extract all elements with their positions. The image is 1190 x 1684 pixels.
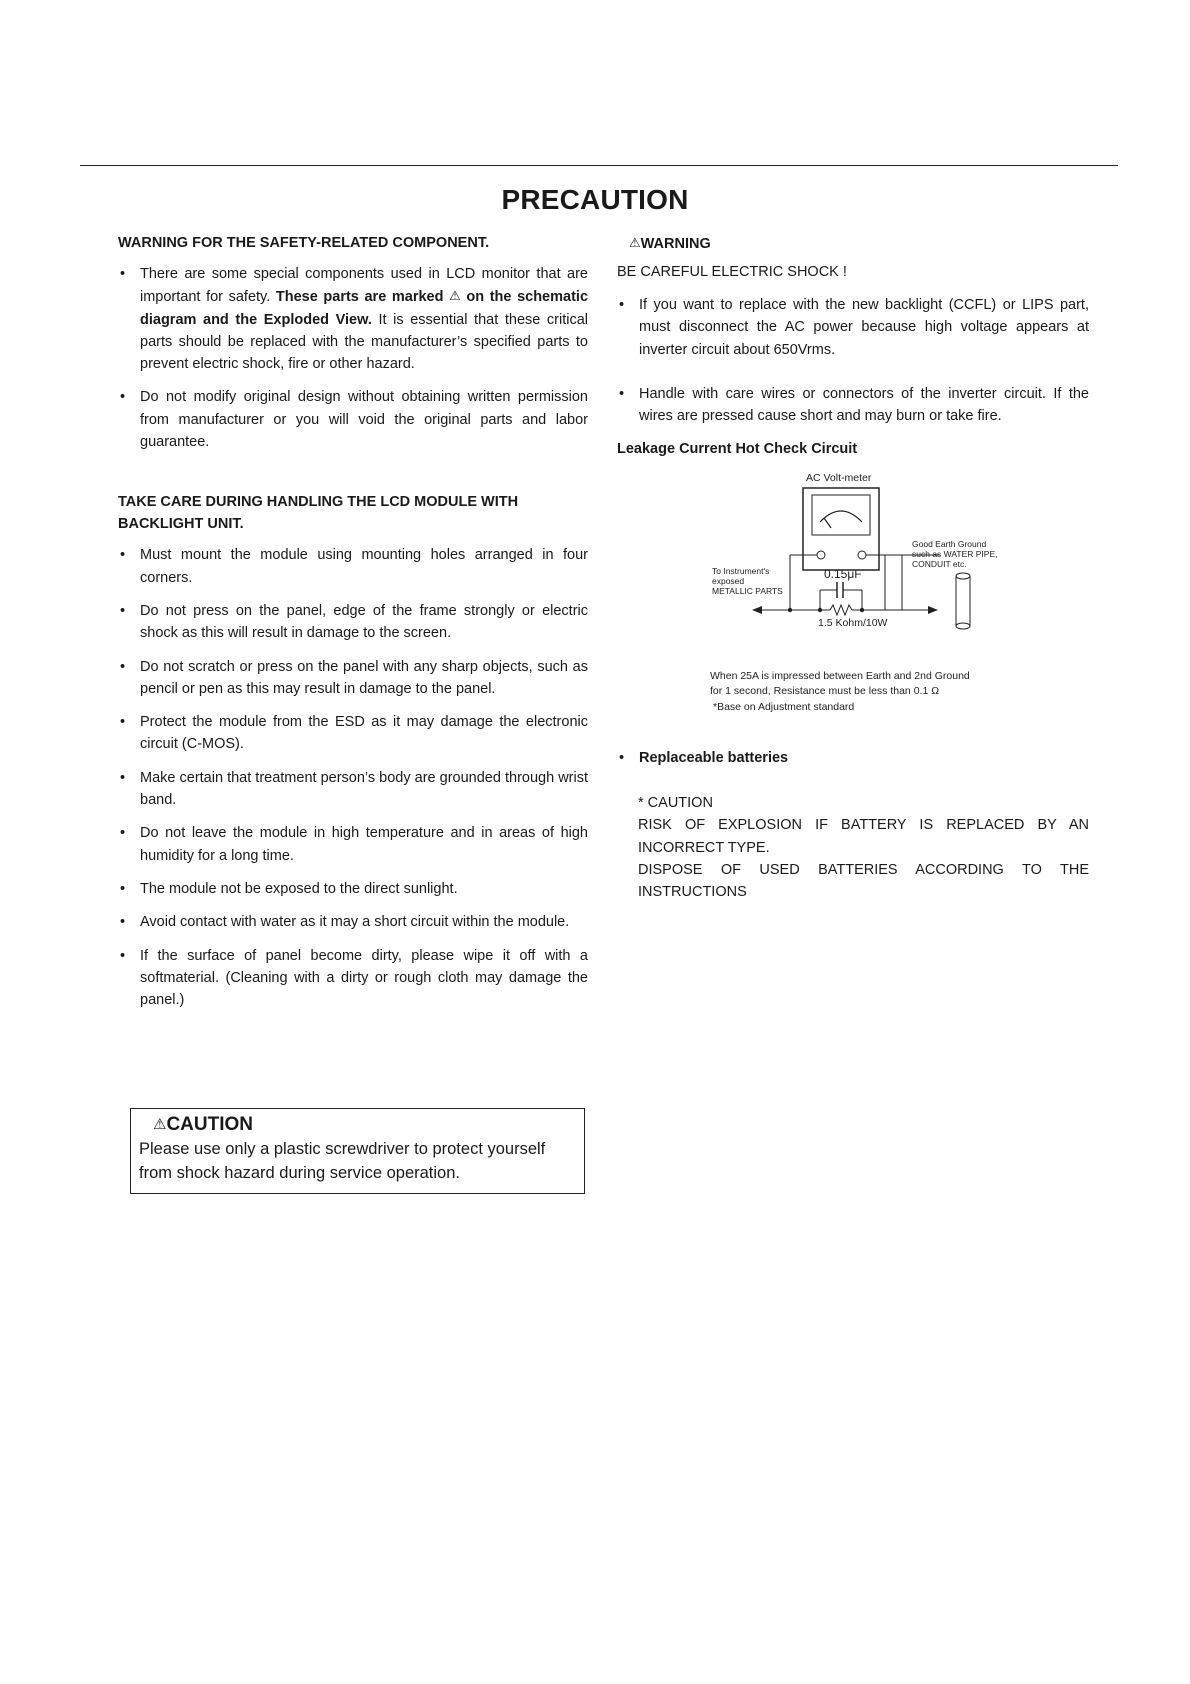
list-item xyxy=(118,600,588,645)
instrument-label-2: exposed xyxy=(712,576,745,586)
meter-terminal-right xyxy=(858,551,866,559)
earth-label-1: Good Earth Ground xyxy=(912,539,987,549)
battery-caution-label: * CAUTION xyxy=(638,795,713,811)
diagram-note-3: *Base on Adjustment standard xyxy=(713,701,855,713)
junction-dot xyxy=(860,608,864,612)
modify-item-text: Do not modify original design without obtaining written permission from manufacturer or you will void the original parts and labor guarantee. xyxy=(140,389,588,451)
water-pipe-bottom xyxy=(956,623,970,629)
safety-list xyxy=(118,263,588,453)
bullet-icon: • xyxy=(619,385,625,402)
junction-dot xyxy=(788,608,792,612)
bullet-icon: • xyxy=(120,714,126,731)
list-item xyxy=(118,878,588,900)
bullet-icon: • xyxy=(619,750,625,766)
warning-triangle-icon: ⚠ xyxy=(629,235,641,250)
meter-needle xyxy=(824,518,831,528)
warning-item-text: If you want to replace with the new backlight (CCFL) or LIPS part, must disconnect the AC power because high voltage appears at inverter circuit about 650Vrms. xyxy=(639,297,1089,358)
safety-item-bold: These parts are marked xyxy=(275,289,444,306)
list-item xyxy=(118,711,588,756)
battery-caution-line-2: DISPOSE OF USED BATTERIES ACCORDING TO THE INSTRUCTIONS xyxy=(638,861,1089,901)
list-item xyxy=(118,822,588,867)
water-pipe-icon xyxy=(956,576,970,626)
bullet-icon: • xyxy=(120,947,126,964)
list-item xyxy=(118,544,588,589)
instrument-label-3: METALLIC PARTS xyxy=(712,586,783,596)
meter-dial-window xyxy=(812,495,870,535)
caution-box xyxy=(130,1108,585,1194)
safety-item-text: There are some special components used in LCD monitor that are important for safety. xyxy=(140,266,588,306)
arrow-left-icon xyxy=(752,606,762,614)
circuit-heading: Leakage Current Hot Check Circuit xyxy=(617,441,858,458)
bullet-icon: • xyxy=(120,389,126,406)
handling-item-text: Make certain that treatment person’s body are grounded through wrist band. xyxy=(140,769,588,809)
list-item xyxy=(617,294,1089,361)
list-item xyxy=(118,767,588,812)
warning-triangle-icon: ⚠ xyxy=(449,288,461,304)
bullet-icon: • xyxy=(120,266,126,282)
list-item xyxy=(118,945,588,1012)
warning-list xyxy=(617,294,1089,427)
list-item xyxy=(118,656,588,701)
bullet-icon: • xyxy=(619,297,625,313)
earth-label-3: CONDUIT etc. xyxy=(912,559,967,569)
handling-item-text: If the surface of panel become dirty, please wipe it off with a softmaterial. (Cleaning with a dirty or rough cloth may damage the panel.) xyxy=(140,947,588,1009)
left-column xyxy=(118,232,588,1022)
warning-triangle-icon: ⚠ xyxy=(153,1116,167,1133)
volt-meter-box xyxy=(803,488,879,570)
capacitor-label: 0.15μF xyxy=(824,567,862,581)
shock-line: BE CAREFUL ELECTRIC SHOCK ! xyxy=(617,264,847,280)
list-item xyxy=(118,386,588,453)
resistor-label: 1.5 Kohm/10W xyxy=(818,617,888,629)
meter-label: AC Volt-meter xyxy=(806,472,872,484)
meter-terminal-left xyxy=(817,551,825,559)
bullet-icon: • xyxy=(120,914,126,931)
bullet-icon: • xyxy=(120,602,126,619)
arrow-right-icon xyxy=(928,606,938,614)
handling-item-text: Do not scratch or press on the panel with any sharp objects, such as pencil or pen as this may result in damage to the panel. xyxy=(140,658,588,697)
water-pipe-top xyxy=(956,573,970,579)
safety-heading: WARNING FOR THE SAFETY-RELATED COMPONENT. xyxy=(118,235,490,251)
earth-label-2: such as WATER PIPE, xyxy=(912,549,998,559)
handling-item-text: Do not press on the panel, edge of the frame strongly or electric shock as this will result in damage to the screen. xyxy=(140,602,588,642)
junction-dot xyxy=(818,608,822,612)
caution-title-text: CAUTION xyxy=(166,1114,254,1135)
handling-heading: TAKE CARE DURING HANDLING THE LCD MODULE WITH BACKLIGHT UNIT. xyxy=(118,494,519,533)
bullet-icon: • xyxy=(120,547,126,564)
handling-item-text: Must mount the module using mounting holes arranged in four corners. xyxy=(140,547,588,586)
handling-item-text: Do not leave the module in high temperature and in areas of high humidity for a long time. xyxy=(140,825,588,864)
battery-heading: Replaceable batteries xyxy=(639,750,789,766)
battery-list xyxy=(617,747,1089,780)
warning-item-text: Handle with care wires or connectors of the inverter circuit. If the wires are pressed cause short and may burn or take fire. xyxy=(639,385,1089,425)
handling-item-text: The module not be exposed to the direct sunlight. xyxy=(140,880,458,897)
bullet-icon: • xyxy=(120,880,126,897)
resistor-symbol xyxy=(830,605,852,615)
list-item xyxy=(118,263,588,375)
safety-item-bold-2: on the schematic diagram and the Exploded View. xyxy=(140,289,589,328)
handling-list xyxy=(118,544,588,1011)
warning-title-text: WARNING xyxy=(640,236,711,252)
leakage-circuit-diagram xyxy=(690,470,1030,720)
diagram-note-2: for 1 second, Resistance must be less than 0.1 Ω xyxy=(710,685,940,697)
battery-caution xyxy=(638,792,1089,903)
battery-caution-line-1: RISK OF EXPLOSION IF BATTERY IS REPLACED BY AN INCORRECT TYPE. xyxy=(638,817,1089,856)
caution-box-body: Please use only a plastic screwdriver to protect yourself from shock hazard during service operation. xyxy=(139,1140,546,1182)
diagram-note-1: When 25A is impressed between Earth and 2nd Ground xyxy=(710,670,970,682)
page-title: PRECAUTION xyxy=(501,184,689,215)
warning-heading xyxy=(617,232,1089,255)
list-item xyxy=(118,911,588,933)
bullet-icon: • xyxy=(120,825,126,842)
list-item xyxy=(617,747,1089,769)
instrument-label-1: To Instrument's xyxy=(712,566,770,576)
header-rule xyxy=(80,165,1118,166)
list-item xyxy=(617,383,1089,428)
handling-item-text: Avoid contact with water as it may a short circuit within the module. xyxy=(140,914,570,931)
safety-item-text-2: It is essential that these critical parts should be replaced with the manufacturer’s specified parts to prevent electric shock, fire or other hazard. xyxy=(140,311,589,373)
caution-box-title xyxy=(139,1113,576,1137)
bullet-icon: • xyxy=(120,658,126,675)
bullet-icon: • xyxy=(120,769,126,786)
handling-item-text: Protect the module from the ESD as it may damage the electronic circuit (C-MOS). xyxy=(140,714,588,753)
